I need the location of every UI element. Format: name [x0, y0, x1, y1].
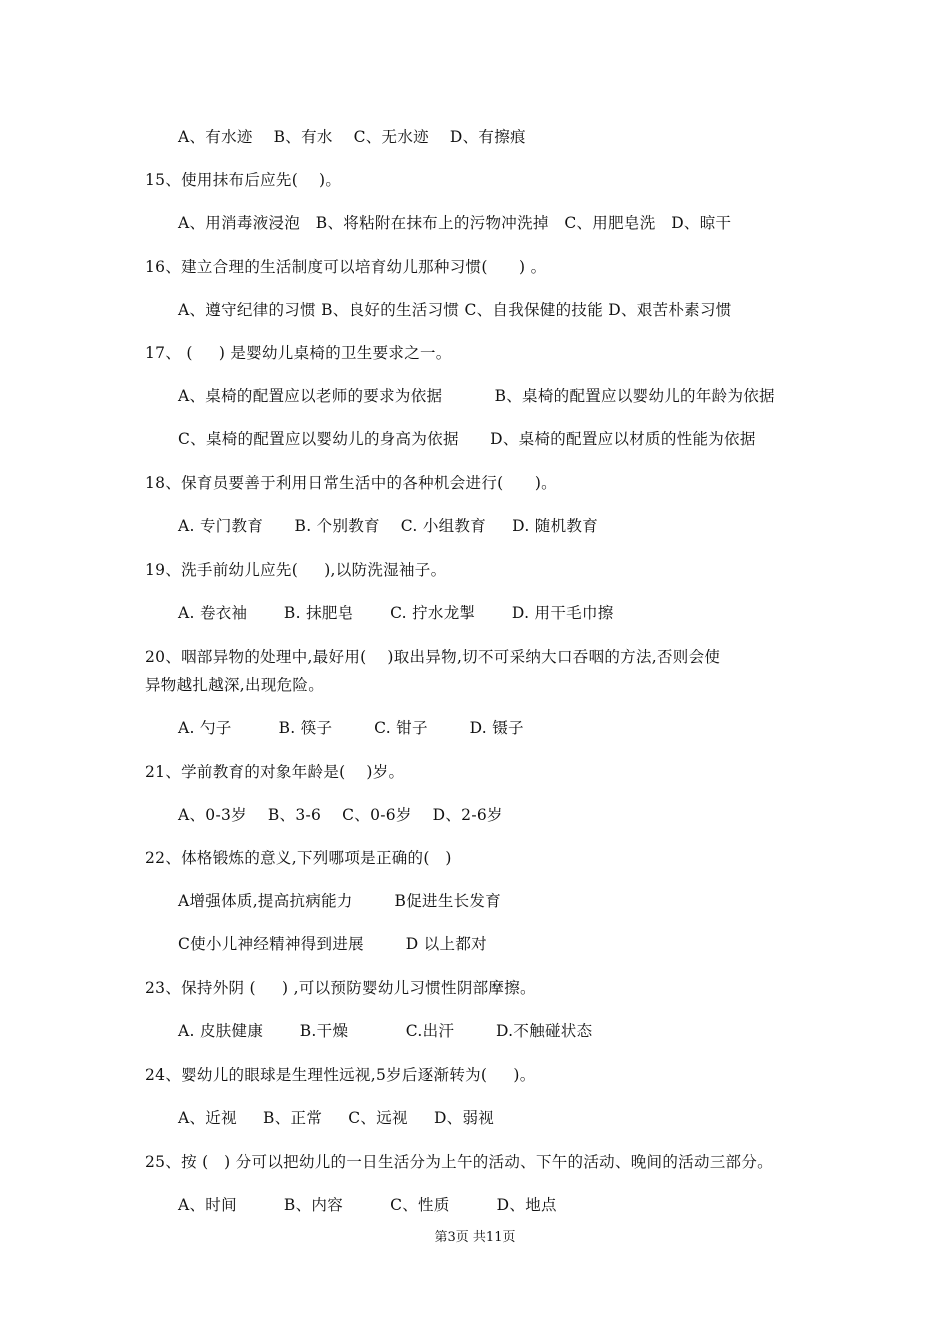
question-16: 16、建立合理的生活制度可以培育幼儿那种习惯( ) 。 [145, 258, 547, 276]
question-21: 21、学前教育的对象年龄是( )岁。 [145, 763, 405, 781]
q22-options-cd: C使小儿神经精神得到进展 D 以上都对 [178, 935, 487, 953]
q24-options: A、近视 B、正常 C、远视 D、弱视 [178, 1109, 495, 1127]
q18-options: A. 专门教育 B. 个别教育 C. 小组教育 D. 随机教育 [178, 517, 598, 535]
question-20-cont: 异物越扎越深,出现危险。 [145, 676, 325, 694]
question-25: 25、按 ( ) 分可以把幼儿的一日生活分为上午的活动、下午的活动、晚间的活动三部分。 [145, 1153, 773, 1171]
q20-options: A. 勺子 B. 筷子 C. 钳子 D. 镊子 [178, 719, 524, 737]
question-19: 19、洗手前幼儿应先( ),以防洗湿袖子。 [145, 561, 447, 579]
q16-options: A、遵守纪律的习惯 B、良好的生活习惯 C、自我保健的技能 D、艰苦朴素习惯 [178, 301, 732, 319]
q15-options: A、用消毒液浸泡 B、将粘附在抹布上的污物冲洗掉 C、用肥皂洗 D、晾干 [178, 214, 732, 232]
q23-options: A. 皮肤健康 B.干燥 C.出汗 D.不触碰状态 [178, 1022, 593, 1040]
question-17: 17、 ( ) 是婴幼儿桌椅的卫生要求之一。 [145, 344, 452, 362]
q14-options: A、有水迹 B、有水 C、无水迹 D、有擦痕 [178, 128, 526, 146]
question-15: 15、使用抹布后应先( )。 [145, 171, 342, 189]
q17-options-ab: A、桌椅的配置应以老师的要求为依据 B、桌椅的配置应以婴幼儿的年龄为依据 [178, 387, 775, 405]
question-18: 18、保育员要善于利用日常生活中的各种机会进行( )。 [145, 474, 557, 492]
q17-options-cd: C、桌椅的配置应以婴幼儿的身高为依据 D、桌椅的配置应以材质的性能为依据 [178, 430, 756, 448]
question-20: 20、咽部异物的处理中,最好用( )取出异物,切不可采纳大口吞咽的方法,否则会使 [145, 648, 721, 666]
question-23: 23、保持外阴 ( ) ,可以预防婴幼儿习惯性阴部摩擦。 [145, 979, 536, 997]
question-22: 22、体格锻炼的意义,下列哪项是正确的( ) [145, 849, 452, 867]
q21-options: A、0-3岁 B、3-6 C、0-6岁 D、2-6岁 [178, 806, 503, 824]
q22-options-ab: A增强体质,提高抗病能力 B促进生长发育 [178, 892, 502, 910]
page-footer: 第3页 共11页 [434, 1230, 516, 1245]
q25-options: A、时间 B、内容 C、性质 D、地点 [178, 1196, 557, 1214]
question-24: 24、婴幼儿的眼球是生理性远视,5岁后逐渐转为( )。 [145, 1066, 536, 1084]
q19-options: A. 卷衣袖 B. 抹肥皂 C. 拧水龙掣 D. 用干毛巾擦 [178, 604, 614, 622]
